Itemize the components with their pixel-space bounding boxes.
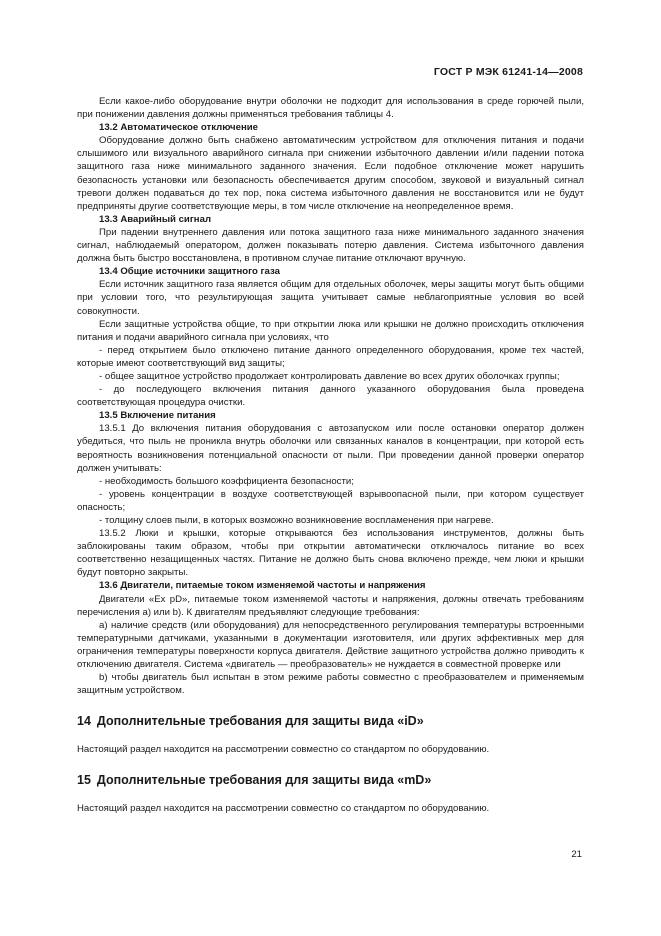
section-number: 15 bbox=[77, 773, 91, 788]
paragraph: Если какое-либо оборудование внутри оболочки не подходит для использования в среде горючей пыли, при понижении давления должны применяться требования таблицы 4. bbox=[77, 96, 584, 121]
page-content bbox=[77, 95, 584, 816]
subsection-heading-13-3: 13.3 Аварийный сигнал bbox=[99, 213, 212, 225]
section-heading-14 bbox=[77, 714, 584, 728]
subsection-heading-13-4: 13.4 Общие источники защитного газа bbox=[99, 266, 280, 278]
list-item: - общее защитное устройство продолжает контролировать давление во всех других оболочках группы; bbox=[99, 370, 560, 382]
paragraph: 13.5.2 Люки и крышки, которые открываются без использования инструментов, должны быть заблокированы таким образом, чтобы при открытии автоматически отключалось питание во всех соответственно незащищенных частях. Питание не должно быть снова включено прежде, чем люки и крышки будут повторно закрыты. bbox=[77, 528, 584, 579]
list-item: - толщину слоев пыли, в которых возможно возникновение воспламенения при нагреве. bbox=[99, 515, 494, 526]
list-item: - перед открытием было отключено питание данного определенного оборудования, кроме тех частей, которые имеют соответствующий вид защиты; bbox=[77, 344, 584, 369]
section-title: Дополнительные требования для защиты вида «mD» bbox=[96, 773, 432, 788]
list-item: - уровень концентрации в воздухе соответствующей взрывоопасной пыли, при котором существует опасность; bbox=[77, 488, 584, 513]
subsection-heading-13-5: 13.5 Включение питания bbox=[99, 410, 216, 422]
page-number: 21 bbox=[571, 849, 582, 860]
paragraph: Настоящий раздел находится на рассмотрении совместно со стандартом по оборудованию. bbox=[77, 744, 490, 756]
paragraph: Если источник защитного газа является общим для отдельных оболочек, меры защиты могут быть общими при условии того, что результирующая защита учитывает самые неблагоприятные условия во всей совокупности. bbox=[77, 279, 584, 317]
paragraph: При падении внутреннего давления или потока защитного газа ниже минимального заданного значения сигнал, наблюдаемый оператором, должен показывать потерю давления. Система избыточного давления должна быть быстро восстановлена, в противном случае питание отключают вручную. bbox=[77, 226, 584, 265]
section-number: 14 bbox=[77, 714, 91, 729]
section-title: Дополнительные требования для защиты вида «iD» bbox=[96, 714, 424, 729]
paragraph: Настоящий раздел находится на рассмотрении совместно со стандартом по оборудованию. bbox=[77, 803, 490, 815]
section-heading-15 bbox=[77, 773, 584, 787]
document-header: ГОСТ Р МЭК 61241-14—2008 bbox=[433, 66, 583, 78]
list-item: b) чтобы двигатель был испытан в этом режиме работы совместно с преобразователем и применяемым защитным устройством. bbox=[77, 672, 584, 697]
subsection-heading-13-2: 13.2 Автоматическое отключение bbox=[99, 122, 258, 134]
paragraph: 13.5.1 До включения питания оборудования с автозапуском или после остановки оператор должен убедиться, что пыль не проникла внутрь оболочки или связанных каналов в концентрации, при которой есть вероятность возникновения потенциальной опасности от пыли. При проведении данной проверки оператор должен учитывать: bbox=[77, 423, 584, 474]
paragraph: Двигатели «Ex pD», питаемые током изменяемой частоты и напряжения, должны отвечать требованиям перечисления a) или b). К двигателям предъявляют следующие требования: bbox=[77, 593, 584, 618]
list-item: a) наличие средств (или оборудования) для непосредственного регулирования температуры встроенными температурными датчиками, указанными в документации изготовителя, или других эффективных мер для ограничения температуры поверхности корпуса двигателя. Действие защитного устройства должно приводить к отключению двигателя. Система «двигатель — преобразователь» не нуждается в совместной проверке или bbox=[77, 619, 584, 671]
paragraph: Оборудование должно быть снабжено автоматическим устройством для отключения питания и подачи слышимого или визуального аварийного сигнала при снижении избыточного давлении и/или падении потока защитного газа ниже минимального заданного значения. Если подобное отключение может нарушить безопасность установки или безопасность обеспечивается другим способом, звуковой и визуальный сигнал тревоги должен подаваться до тех пор, пока система избыточного давления не восстановится или не будут предприняты другие соответствующие меры, в том числе отключение на неопределенное время. bbox=[77, 135, 584, 212]
paragraph: Если защитные устройства общие, то при открытии люка или крышки не должно происходить отключения питания и подачи аварийного сигнала при условиях, что bbox=[77, 318, 584, 343]
list-item: - до последующего включения питания данного указанного оборудования была проведена соответствующая процедура очистки. bbox=[77, 384, 584, 409]
subsection-heading-13-6: 13.6 Двигатели, питаемые током изменяемой частоты и напряжения bbox=[99, 580, 426, 592]
list-item: - необходимость большого коэффициента безопасности; bbox=[99, 475, 354, 487]
